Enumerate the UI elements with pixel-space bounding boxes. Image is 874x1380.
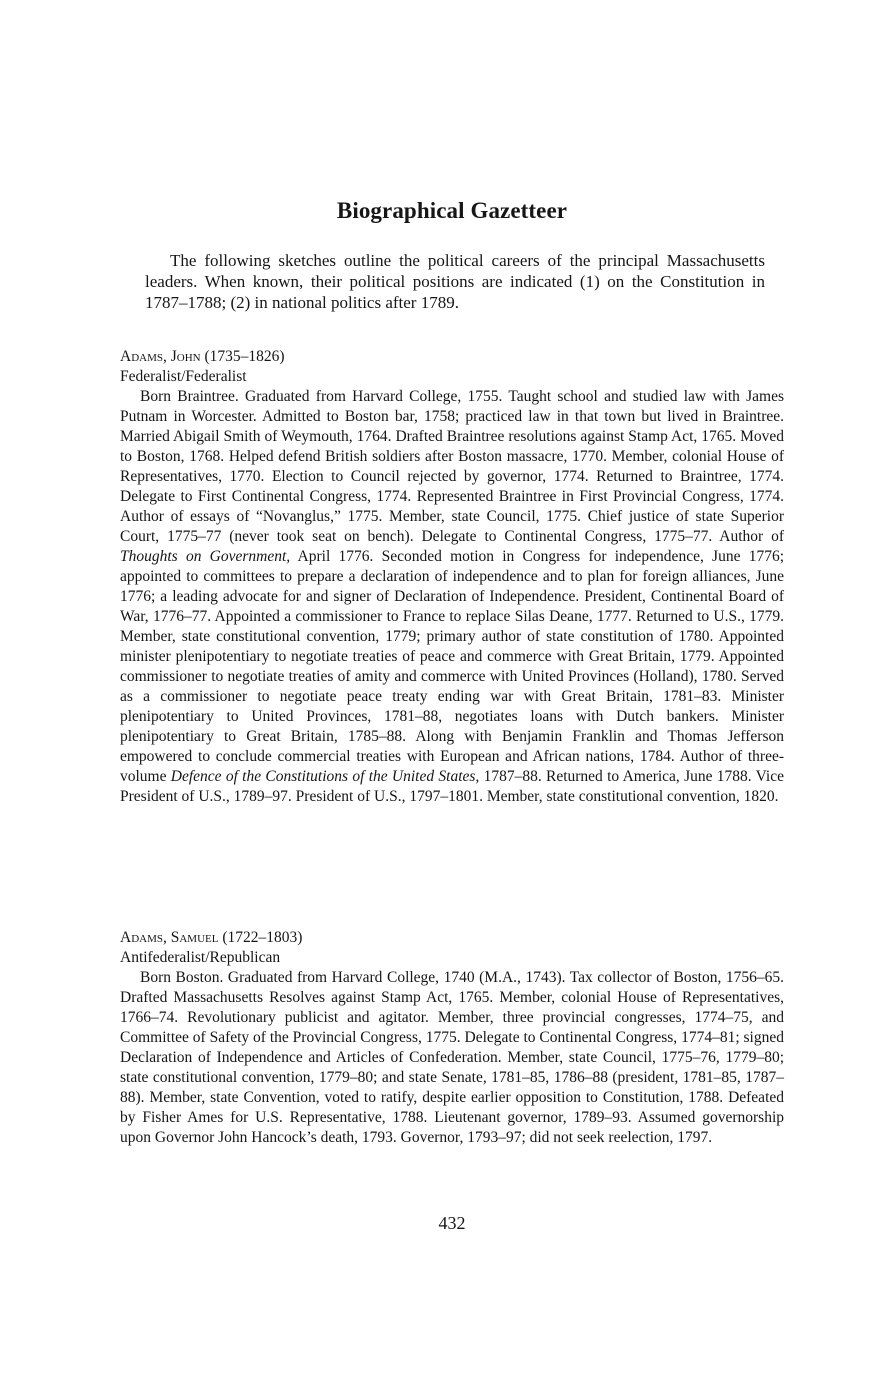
intro-paragraph: The following sketches outline the political careers of the principal Massachusetts leaders. When known, their political positions are indicated (1) on the Constitution in 1787–1788; (2) in national politics after 1789. [145, 251, 765, 312]
entry-heading: Adams, Samuel (1722–1803) [120, 929, 303, 946]
entry-body-text: 1787–88. Returned to America, June 1788. Vice President of U.S., 1789–97. President of U.S., 1797–1801. Member, state constitutional convention, 1820. [120, 768, 784, 805]
entry-affiliation: Antifederalist/Republican [120, 949, 281, 966]
entry-body-text: April 1776. Seconded motion in Congress for independence, June 1776; appointed to committees to prepare a declaration of independence and to plan for foreign alliances, June 1776; a leading advocate for and signer of Declaration of Independence. President, Continental Board of War, 1776–77. Appointed a commissioner to France to replace Silas Deane, 1777. Returned to U.S., 1779. Member, state constitutional convention, 1779; primary author of state constitution of 1780. Appointed minister plenipotentiary to negotiate treaties of peace and commerce with Great Britain, 1779. Appointed commissioner to negotiate treaties of amity and commerce with United Provinces (Holland), 1780. Served as a commissioner to negotiate peace treaty ending war with Great Britain, 1781–83. Minister plenipotentiary to United Provinces, 1781–88, negotiates loans with Dutch bankers. Minister plenipotentiary to Great Britain, 1785–88. Along with Benjamin Franklin and Thomas Jefferson empowered to conclude commercial treaties with European and African nations, 1784. Author of three-volume [120, 548, 785, 785]
page-title: Biographical Gazetteer [336, 198, 568, 223]
entry-given-name: John [170, 348, 201, 365]
entry-body-text: Born Braintree. Graduated from Harvard College, 1755. Taught school and studied law with James Putnam in Worcester. Admitted to Boston bar, 1758; practiced law in that town but lived in Braintree. Married Abigail Smith of Weymouth, 1764. Drafted Braintree resolutions against Stamp Act, 1765. Moved to Boston, 1768. Helped defend British soldiers after Boston massacre, 1770. Member, colonial House of Representatives, 1770. Election to Council rejected by governor, 1774. Returned to Braintree, 1774. Delegate to First Continental Congress, 1774. Represented Braintree in First Provincial Congress, 1774. Author of essays of “Novanglus,” 1775. Member, state Council, 1775. Chief justice of state Superior Court, 1775–77 (never took seat on bench). Delegate to Continental Congress, 1775–77. Author of [120, 388, 784, 545]
page-number: 432 [438, 1213, 466, 1233]
entry-body-italic-title: Thoughts on Government, [120, 548, 291, 565]
entry-john-adams [120, 347, 784, 807]
entry-surname: Adams [120, 929, 163, 946]
entry-dates: (1722–1803) [222, 929, 303, 946]
entry-body-text: Born Boston. Graduated from Harvard College, 1740 (M.A., 1743). Tax collector of Boston, 1756–65. Drafted Massachusetts Resolves against Stamp Act, 1765. Member, colonial House of Representatives, 1766–74. Revolutionary publicist and agitator. Member, three provincial congresses, 1774–75, and Committee of Safety of the Provincial Congress, 1775. Delegate to Continental Congress, 1774–81; signed Declaration of Independence and Articles of Confederation. Member, state Council, 1775–76, 1779–80; state constitutional convention, 1779–80; and state Senate, 1781–85, 1786–88 (president, 1781–85, 1787–88). Member, state Convention, voted to ratify, despite earlier opposition to Constitution, 1788. Defeated by Fisher Ames for U.S. Representative, 1788. Lieutenant governor, 1789–93. Assumed governorship upon Governor John Hancock’s death, 1793. Governor, 1793–97; did not seek reelection, 1797. [120, 969, 784, 1146]
entry-samuel-adams [120, 928, 784, 1148]
entry-dates: (1735–1826) [204, 348, 285, 365]
entry-body-italic-title: Defence of the Constitutions of the United States, [170, 768, 480, 785]
entry-given-name: Samuel [170, 929, 219, 946]
entry-body [120, 387, 784, 807]
entry-surname: Adams [120, 348, 163, 365]
entry-affiliation: Federalist/Federalist [120, 368, 247, 385]
entry-body [120, 968, 784, 1148]
entry-heading: Adams, John (1735–1826) [120, 348, 285, 365]
